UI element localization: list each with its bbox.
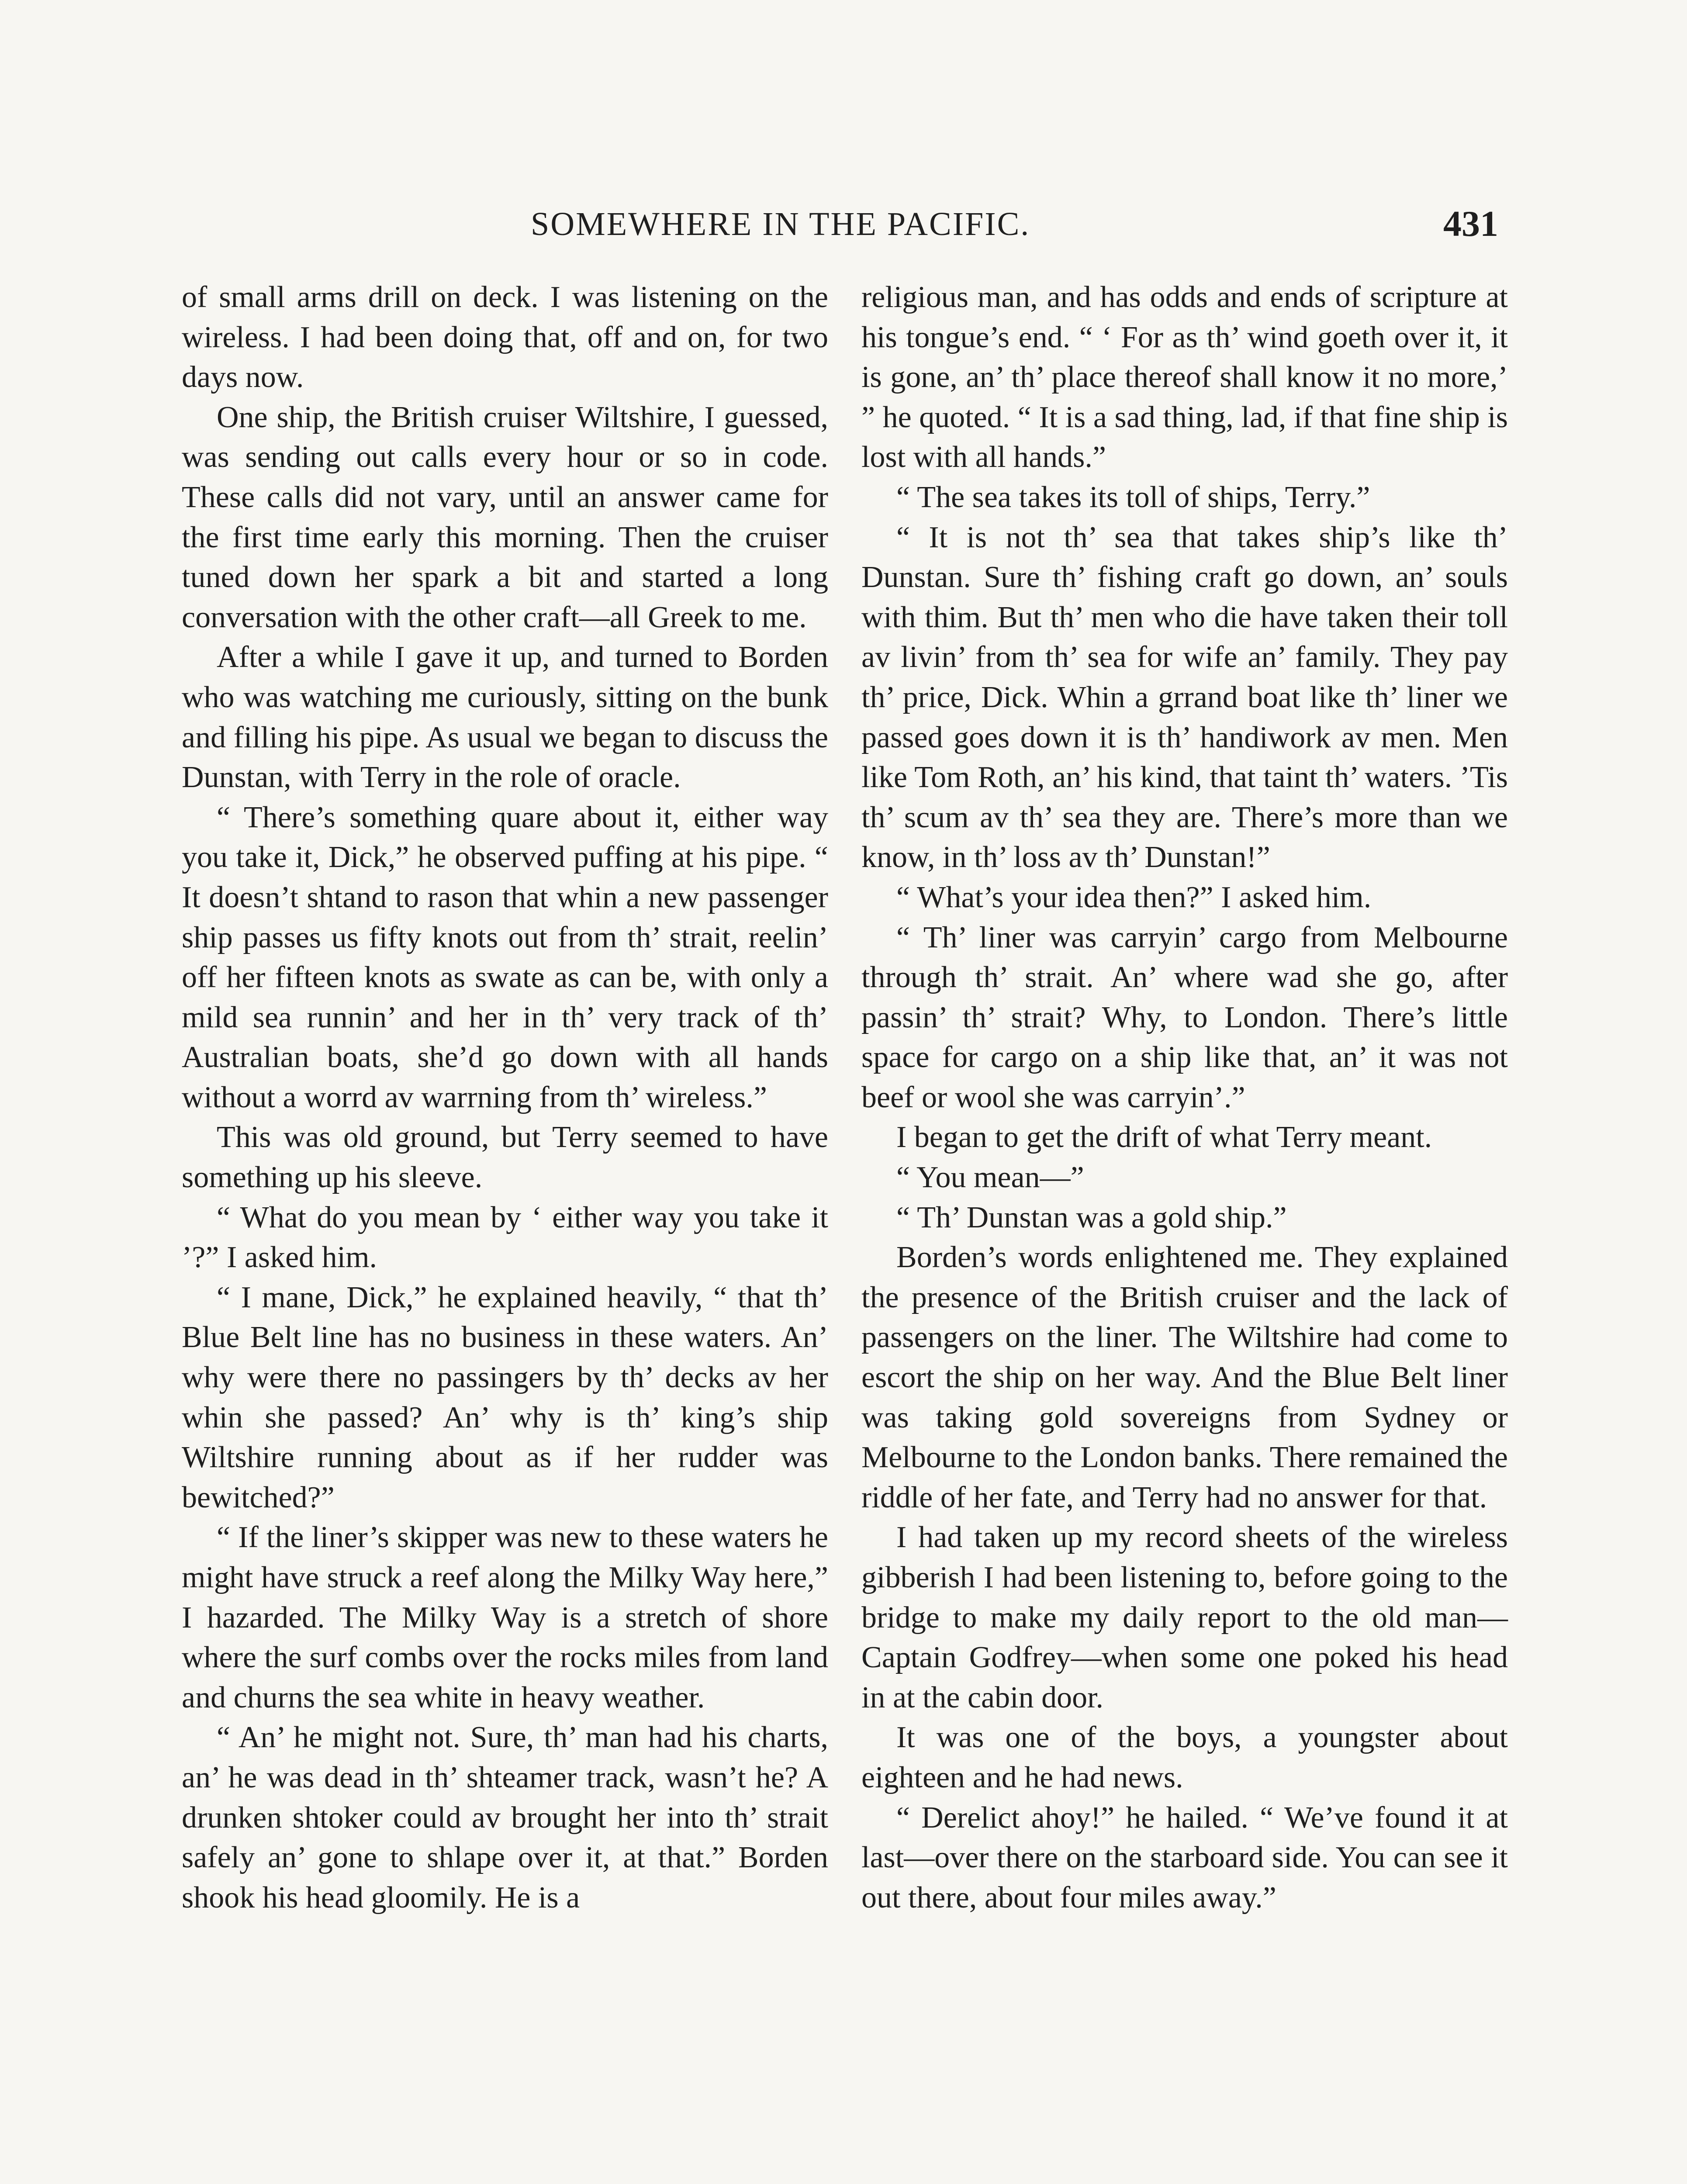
paragraph: One ship, the British cruiser Wiltshire, I guessed, was sending out calls every hour or so in code. These calls did not vary, until an answer came for the first time early this morning. Then the cruiser tuned down her spark a bit and started a long conversation with the other craft—all Greek to me. <box>182 400 828 634</box>
paragraph: “ Th’ Dunstan was a gold ship.” <box>896 1200 1287 1234</box>
running-title: SOMEWHERE IN THE PACIFIC. <box>531 206 1030 242</box>
paragraph: This was old ground, but Terry seemed to have something up his sleeve. <box>182 1120 828 1195</box>
left-column <box>182 277 828 1918</box>
page-number: 431 <box>1443 204 1498 244</box>
paragraph: After a while I gave it up, and turned to Borden who was watching me curiously, sitting on the bunk and filling his pipe. As usual we began to discuss the Dunstan, with Terry in the role of oracle. <box>182 640 828 795</box>
paragraph: “ Derelict ahoy!” he hailed. “ We’ve found it at last—over there on the starboard side. You can see it out there, about four miles away.” <box>861 1800 1508 1914</box>
paragraph: I began to get the drift of what Terry meant. <box>896 1120 1432 1154</box>
paragraph: “ You mean—” <box>896 1161 1084 1195</box>
page-header <box>179 205 1498 253</box>
paragraph: “ The sea takes its toll of ships, Terry.” <box>896 480 1370 514</box>
paragraph: religious man, and has odds and ends of scripture at his tongue’s end. “ ‘ For as th’ wind goeth over it, it is gone, an’ th’ place thereof shall know it no more,’ ” he quoted. “ It is a sad thing, lad, if that fine ship is lost with all hands.” <box>861 280 1508 474</box>
paragraph: “ What’s your idea then?” I asked him. <box>896 880 1372 914</box>
paragraph: of small arms drill on deck. I was listening on the wireless. I had been doing that, off and on, for two days now. <box>182 280 828 394</box>
paragraph: “ An’ he might not. Sure, th’ man had his charts, an’ he was dead in th’ shteamer track, wasn’t he? A drunken shtoker could av brought her into th’ strait safely an’ gone to shlape over it, at that.” Borden shook his head gloomily. He is a <box>182 1721 828 1914</box>
paragraph: “ There’s something quare about it, either way you take it, Dick,” he observed puffing at his pipe. “ It doesn’t shtand to rason that whin a new passenger ship passes us fifty knots out from th’ strait, reelin’ off her fifteen knots as swate as can be, with only a mild sea runnin’ and her in th’ very track of th’ Australian boats, she’d go down with all hands without a worrd av warrning from th’ wireless.” <box>182 800 828 1114</box>
paragraph: I had taken up my record sheets of the wireless gibberish I had been listening to, before going to the bridge to make my daily report to the old man—Captain Godfrey—when some one poked his head in at the cabin door. <box>861 1521 1508 1714</box>
paragraph: “ If the liner’s skipper was new to these waters he might have struck a reef along the Milky Way here,” I hazarded. The Milky Way is a stretch of shore where the surf combs over the rocks miles from land and churns the sea white in heavy weather. <box>182 1521 828 1714</box>
paragraph: “ It is not th’ sea that takes ship’s like th’ Dunstan. Sure th’ fishing craft go down, an’ souls with thim. But th’ men who die have taken their toll av livin’ from th’ sea for wife an’ family. They pay th’ price, Dick. Whin a grrand boat like th’ liner we passed goes down it is th’ handiwork av men. Men like Tom Roth, an’ his kind, that taint th’ waters. ’Tis th’ scum av th’ sea they are. There’s more than we know, in th’ loss av th’ Dunstan!” <box>861 520 1508 874</box>
right-column <box>861 277 1508 1918</box>
paragraph: “ I mane, Dick,” he explained heavily, “ that th’ Blue Belt line has no business in these waters. An’ why were there no passingers by th’ decks av her whin she passed? An’ why is th’ king’s ship Wiltshire running about as if her rudder was bewitched?” <box>182 1280 828 1514</box>
paragraph: “ What do you mean by ‘ either way you take it ’?” I asked him. <box>182 1200 828 1275</box>
paragraph: It was one of the boys, a youngster about eighteen and he had news. <box>861 1721 1508 1794</box>
paragraph: Borden’s words enlightened me. They explained the presence of the British cruiser and the lack of passengers on the liner. The Wiltshire had come to escort the ship on her way. And the Blue Belt liner was taking gold sovereigns from Sydney or Melbourne to the London banks. There remained the riddle of her fate, and Terry had no answer for that. <box>861 1241 1508 1514</box>
paragraph: “ Th’ liner was carryin’ cargo from Melbourne through th’ strait. An’ where wad she go, after passin’ th’ strait? Why, to London. There’s little space for cargo on a ship like that, an’ it was not beef or wool she was carryin’.” <box>861 920 1508 1114</box>
